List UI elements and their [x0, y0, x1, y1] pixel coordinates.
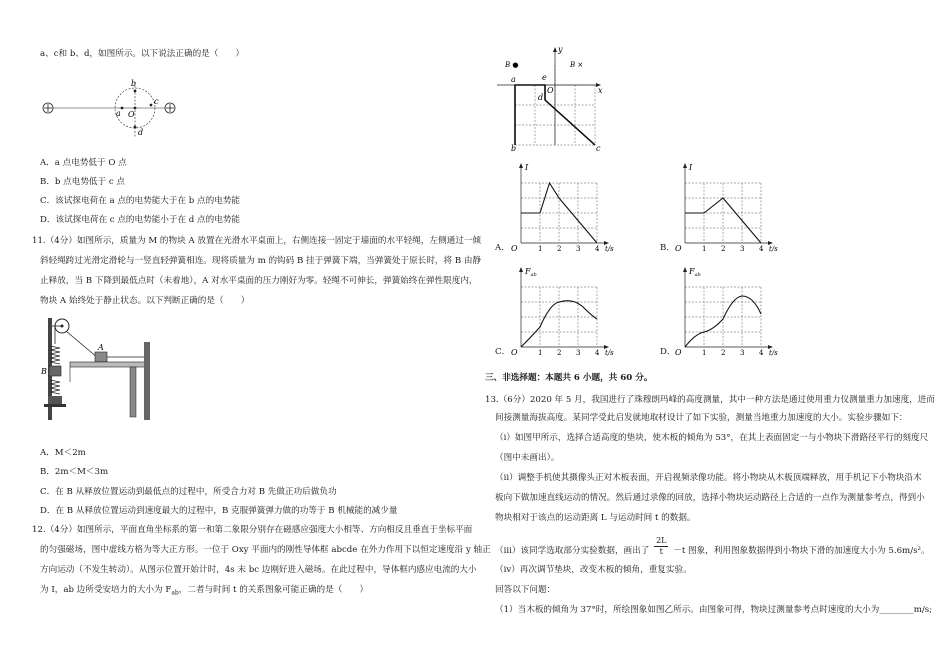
q13-line-1: 13.（6分）2020 年 5 月，我国进行了珠穆朗玛峰的高度测量，其中一种方法是通过使用重力仪测量重力加速度，进而: [485, 395, 935, 405]
q11-option-c: C．在 B 从释放位置运动到最低点的过程中，所受合力对 B 先做正功后做负功: [40, 487, 337, 497]
q12-line-4: [40, 584, 368, 600]
q13-line-2: 间接测量海拔高度。某同学受此启发就地取材设计了如下实验，测量当地重力加速度的大小。实验步骤如下：: [495, 413, 908, 423]
q11-line-1: 11.（4分）如图所示，质量为 M 的物块 A 放置在光滑水平桌面上，右侧连接一固定于墙面的水平轻绳，左侧通过一倾: [32, 236, 481, 246]
option-b-label: B．: [660, 243, 675, 253]
graph-a: [507, 160, 619, 252]
graph-d-tick-1: 1: [702, 349, 707, 356]
graph-c-tick-2: 2: [557, 349, 562, 356]
q13-iv: （iv）再次调节垫块，改变木板的倾角，重复实验。: [495, 565, 692, 575]
graph-a-tick-4: 4: [595, 245, 600, 252]
q10-option-c: C．该试探电荷在 a 点的电势能大于在 b 点的电势能: [40, 196, 241, 206]
graph-a-tick-2: 2: [557, 245, 562, 252]
graph-b: [671, 160, 783, 252]
q10-label-b: b: [131, 79, 137, 88]
q12-label-a: a: [511, 75, 516, 84]
q12-axis-y: y: [558, 45, 563, 54]
q10-figure: [40, 72, 190, 144]
q13-answer-prompt: 回答以下问题：: [495, 585, 556, 595]
option-c-label: C．: [495, 347, 511, 357]
q13-line-3: （i）如图甲所示，选择合适高度的垫块，使木板的倾角为 53°，在其上表面固定一与小物块下滑路径平行的刻度尺: [495, 433, 929, 443]
q12-figure: [495, 45, 605, 153]
q11-option-b: B．2m＜M＜3m: [40, 467, 109, 477]
q13-frac-num: 2L: [656, 536, 667, 545]
q12-label-c: c: [596, 144, 601, 153]
option-d-label: D．: [660, 347, 676, 357]
graph-c-tick-4: 4: [595, 349, 600, 356]
charge-left-icon: [43, 103, 53, 113]
q13-iii-post: －t 图象，利用图象数据得到小物块下滑的加速度大小为 5.6m/s²。: [673, 546, 930, 556]
q10-label-a: a: [116, 109, 121, 118]
graph-d: [671, 264, 783, 356]
q12-field-right: B ×: [570, 61, 584, 69]
q11-label-b: B: [41, 367, 47, 376]
graph-b-tick-4: 4: [759, 245, 764, 252]
q10-option-d: D．该试探电荷在 c 点的电势能小于在 d 点的电势能: [40, 215, 241, 225]
q11-label-a: A: [98, 343, 104, 352]
q12-line-4-sub: ab: [171, 589, 179, 597]
q13-frac-den: t: [659, 547, 663, 556]
graph-c-y-label-sub: ab: [530, 272, 537, 278]
q11-line-3: 止释放，当 B 下降到最低点时（未着地），A 对水平桌面的压力刚好为零。轻绳不可伸长，弹簧始终在弹性限度内，: [40, 276, 478, 286]
graph-d-y-label-sub: ab: [694, 272, 701, 278]
q10-label-d: d: [138, 128, 144, 137]
q12-label-b: b: [511, 144, 517, 153]
graph-c-x-label: t/s: [605, 349, 614, 356]
q13-iii-line: [495, 536, 930, 561]
q13-line-7: 物块相对于该点的运动距离 L 与运动时间 t 的数据。: [495, 513, 696, 523]
q11-figure: [40, 312, 155, 427]
q12-axis-x: x: [598, 86, 603, 95]
q13-line-4: （图中未画出）。: [495, 453, 560, 463]
graph-d-tick-4: 4: [759, 349, 764, 356]
graph-a-y-label: I: [525, 163, 529, 172]
q12-label-e: e: [542, 73, 547, 82]
graph-d-y-label: [688, 267, 701, 278]
q12-line-4-pre: 为 I，ab 边所受安培力的大小为 F: [40, 585, 172, 595]
q11-option-a: A．M＜2m: [40, 448, 86, 458]
graph-a-tick-3: 3: [576, 245, 581, 252]
graph-b-y-label: I: [689, 163, 693, 172]
q12-line-1: 12.（4分）如图所示，平面直角坐标系的第一和第二象限分别存在磁感应强度大小相等、方向相反且垂直于坐标平面: [32, 525, 473, 535]
graph-c-tick-3: 3: [576, 349, 581, 356]
graph-d-origin: O: [675, 348, 682, 356]
graph-c: [507, 264, 619, 356]
q13-line-5: （ii）调整手机使其摄像头正对木板表面，开启视频录像功能。将小物块从木板顶端释放，用手机记下小物块沿木: [495, 473, 922, 483]
q10-intro: a、c和 b、d，如图所示。以下说法正确的是（ ）: [40, 49, 245, 59]
q11-line-2: 斜轻绳跨过光滑定滑轮与一竖直轻弹簧相连。现将质量为 m 的钩码 B 挂于弹簧下端，当弹簧处于原长时，将 B 由静: [40, 256, 482, 266]
charge-right-icon: [165, 103, 175, 113]
q10-option-b: B．b 点电势低于 c 点: [40, 177, 125, 187]
q12-line-3: 方向运动（不发生转动）。从图示位置开始计时，4s 末 bc 边刚好进入磁场。在此过程中，导体框内感应电流的大小: [40, 565, 477, 575]
graph-d-tick-2: 2: [721, 349, 726, 356]
graph-a-tick-1: 1: [538, 245, 543, 252]
q11-option-d: D．在 B 从释放位置运动到速度最大的过程中，B 克服弹簧弹力做的功等于 B 机械能的减少量: [40, 506, 398, 516]
q10-option-a: A．a 点电势低于 O 点: [40, 158, 127, 168]
graph-d-tick-3: 3: [740, 349, 745, 356]
graph-d-x-label: t/s: [769, 349, 778, 356]
graph-c-origin: O: [511, 348, 518, 356]
q12-field-left: B ●: [505, 61, 519, 69]
section-3-heading: 三、非选择题：本题共 6 小题，共 60 分。: [485, 373, 653, 383]
graph-a-origin: O: [511, 244, 518, 252]
graph-b-tick-1: 1: [702, 245, 707, 252]
graph-b-tick-3: 3: [740, 245, 745, 252]
q12-line-2: 的匀强磁场，图中虚线方格为等大正方形。一位于 Oxy 平面内的刚性导体框 abcde 在外力作用下以恒定速度沿 y 轴正: [40, 545, 491, 555]
graph-c-tick-1: 1: [538, 349, 543, 356]
q13-line-6: 板向下做加速直线运动的情况。然后通过录像的回放，选择小物块运动路径上合适的一点作为测量参考点，得到小: [495, 493, 925, 503]
q10-label-o: O: [128, 110, 135, 119]
graph-d-y-label-main: F: [689, 267, 695, 276]
graph-b-origin: O: [675, 244, 682, 252]
graph-c-y-label-main: F: [525, 267, 531, 276]
graph-b-tick-2: 2: [721, 245, 726, 252]
q12-label-d: d: [538, 93, 544, 102]
graph-a-x-label: t/s: [605, 245, 614, 252]
right-column: [475, 0, 950, 672]
q13-fraction: [654, 536, 668, 557]
q13-iii-pre: （iii）该同学选取部分实验数据，画出了: [495, 546, 650, 556]
option-a-label: A．: [495, 243, 510, 253]
graph-b-x-label: t/s: [769, 245, 778, 252]
q12-line-4-post: ，二者与时间 t 的关系图象可能正确的是（ ）: [178, 585, 369, 595]
graph-c-y-label: [524, 267, 537, 278]
q12-origin: O: [547, 86, 554, 95]
q10-label-c: c: [154, 97, 159, 106]
q13-sub-1: （1）当木板的倾角为 37°时，所绘图象如图乙所示。由图象可得，物块过测量参考点时速度的大小为________m/s;: [495, 605, 933, 615]
q11-line-4: 物块 A 始终处于静止状态。以下判断正确的是（ ）: [40, 296, 250, 306]
